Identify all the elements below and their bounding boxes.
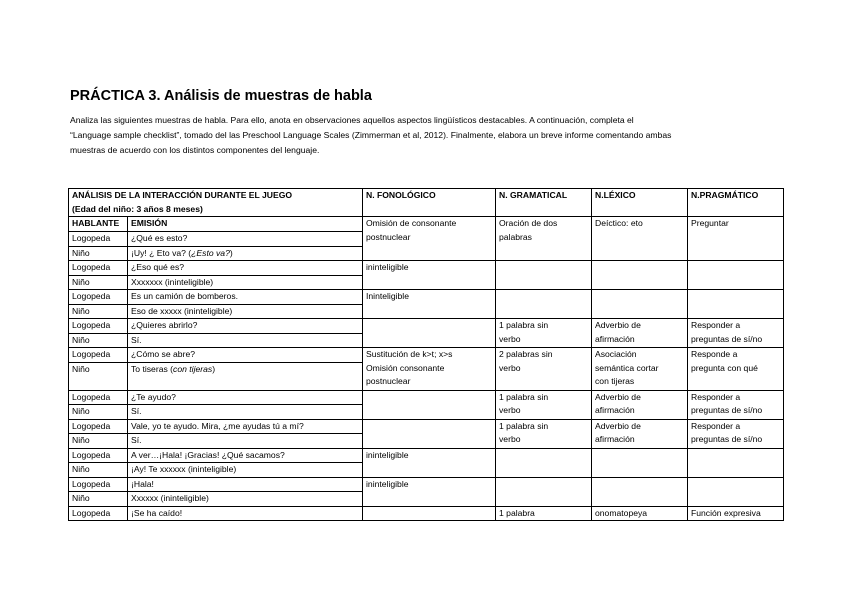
instructions-line: Analiza las siguientes muestras de habla. Para ello, anota en observaciones aquellos aspectos lingüísticos destacables. A continuación, completa el (70, 115, 634, 125)
table-row (69, 217, 784, 232)
lexico-cell: Adverbio de afirmación (592, 419, 688, 448)
pragmatico-cell (688, 477, 784, 506)
table-row (69, 477, 784, 492)
pragmatico-cell: Responder a preguntas de sí/no (688, 419, 784, 448)
table-row (69, 319, 784, 334)
pragmatico-cell: Preguntar (688, 217, 784, 261)
pragmatico-cell: Responder a preguntas de sí/no (688, 319, 784, 348)
speaker-cell: Niño (69, 333, 128, 348)
speaker-cell: Niño (69, 362, 128, 390)
instructions-line: muestras de acuerdo con los distintos componentes del lenguaje. (70, 145, 320, 155)
speaker-cell: Logopeda (69, 232, 128, 247)
gramatical-cell: Oración de dos palabras (496, 217, 592, 261)
speaker-cell: Logopeda (69, 419, 128, 434)
lexico-cell: onomatopeya (592, 506, 688, 521)
header-hablante: HABLANTE (69, 217, 128, 232)
header-lexico: N.LÉXICO (592, 189, 688, 217)
pragmatico-cell: Función expresiva (688, 506, 784, 521)
header-fonologico: N. FONOLÓGICO (363, 189, 496, 217)
lexico-cell (592, 477, 688, 506)
pragmatico-cell (688, 290, 784, 319)
speaker-cell: Niño (69, 434, 128, 449)
speaker-cell: Niño (69, 246, 128, 261)
gramatical-cell (496, 290, 592, 319)
header-gramatical: N. GRAMATICAL (496, 189, 592, 217)
lexico-cell (592, 448, 688, 477)
speaker-cell: Logopeda (69, 506, 128, 521)
lexico-cell: Adverbio de afirmación (592, 319, 688, 348)
gramatical-cell: 1 palabra sin verbo (496, 419, 592, 448)
speaker-cell: Niño (69, 304, 128, 319)
speaker-cell: Niño (69, 405, 128, 420)
table-row (69, 419, 784, 434)
fonologico-cell (363, 319, 496, 348)
utterance-cell: Eso de xxxxx (ininteligible) (128, 304, 363, 319)
fonologico-cell: ininteligible (363, 448, 496, 477)
fonologico-cell: Ininteligible (363, 290, 496, 319)
utterance-cell: A ver…¡Hala! ¡Gracias! ¿Qué sacamos? (128, 448, 363, 463)
lexico-cell: Deíctico: eto (592, 217, 688, 261)
utterance-cell: ¡Uy! ¿ Eto va? (¿Esto va?) (128, 246, 363, 261)
lexico-cell (592, 261, 688, 290)
fonologico-cell (363, 390, 496, 419)
utterance-cell: Vale, yo te ayudo. Mira, ¿me ayudas tú a mí? (128, 419, 363, 434)
utterance-cell: ¿Qué es esto? (128, 232, 363, 247)
table-header-row (69, 189, 784, 217)
utterance-cell: ¿Quieres abrirlo? (128, 319, 363, 334)
utterance-cell: Sí. (128, 405, 363, 420)
instructions-paragraph (70, 113, 790, 158)
utterance-cell: To tiseras (con tijeras) (128, 362, 363, 390)
header-interaction-analysis: ANÁLISIS DE LA INTERACCIÓN DURANTE EL JUEGO (Edad del niño: 3 años 8 meses) (69, 189, 363, 217)
analysis-table (68, 188, 784, 521)
speaker-cell: Niño (69, 463, 128, 478)
fonologico-cell: ininteligible (363, 477, 496, 506)
utterance-cell: Xxxxxxx (ininteligible) (128, 275, 363, 290)
speaker-cell: Logopeda (69, 390, 128, 405)
fonologico-cell (363, 506, 496, 521)
header-emision: EMISIÓN (128, 217, 363, 232)
utterance-cell: ¡Hala! (128, 477, 363, 492)
gramatical-cell: 1 palabra (496, 506, 592, 521)
gramatical-cell: 1 palabra sin verbo (496, 390, 592, 419)
fonologico-cell (363, 419, 496, 448)
utterance-cell: ¿Eso qué es? (128, 261, 363, 276)
fonologico-cell: ininteligible (363, 261, 496, 290)
page-title: PRÁCTICA 3. Análisis de muestras de habla (70, 88, 372, 104)
gramatical-cell (496, 261, 592, 290)
utterance-cell: ¿Te ayudo? (128, 390, 363, 405)
utterance-cell: ¡Ay! Te xxxxxx (ininteligible) (128, 463, 363, 478)
pragmatico-cell: Responde a pregunta con qué (688, 348, 784, 391)
gramatical-cell (496, 448, 592, 477)
table-row (69, 290, 784, 305)
fonologico-cell: Sustitución de k>t; x>s Omisión consonante postnuclear (363, 348, 496, 391)
table-row (69, 261, 784, 276)
utterance-cell: Sí. (128, 333, 363, 348)
speaker-cell: Logopeda (69, 319, 128, 334)
speaker-cell: Logopeda (69, 290, 128, 305)
lexico-cell: Adverbio de afirmación (592, 390, 688, 419)
pragmatico-cell (688, 448, 784, 477)
speaker-cell: Logopeda (69, 448, 128, 463)
header-pragmatico: N.PRAGMÁTICO (688, 189, 784, 217)
utterance-cell: ¿Cómo se abre? (128, 348, 363, 363)
speaker-cell: Niño (69, 275, 128, 290)
speaker-cell: Logopeda (69, 261, 128, 276)
table-row (69, 506, 784, 521)
instructions-line: “Language sample checklist”, tomado del las Preschool Language Scales (Zimmerman et al, 2012). Finalmente, elabora un breve informe comentando ambas (70, 130, 672, 140)
speaker-cell: Logopeda (69, 348, 128, 363)
gramatical-cell (496, 477, 592, 506)
utterance-cell: Es un camión de bomberos. (128, 290, 363, 305)
speaker-cell: Niño (69, 492, 128, 507)
gramatical-cell: 1 palabra sin verbo (496, 319, 592, 348)
lexico-cell: Asociación semántica cortar con tijeras (592, 348, 688, 391)
fonologico-cell: Omisión de consonante postnuclear (363, 217, 496, 261)
gramatical-cell: 2 palabras sin verbo (496, 348, 592, 391)
pragmatico-cell (688, 261, 784, 290)
speaker-cell: Logopeda (69, 477, 128, 492)
lexico-cell (592, 290, 688, 319)
utterance-cell: Sí. (128, 434, 363, 449)
table-row (69, 348, 784, 363)
table-row (69, 390, 784, 405)
utterance-cell: Xxxxxx (ininteligible) (128, 492, 363, 507)
pragmatico-cell: Responder a preguntas de sí/no (688, 390, 784, 419)
table-row (69, 448, 784, 463)
utterance-cell: ¡Se ha caído! (128, 506, 363, 521)
